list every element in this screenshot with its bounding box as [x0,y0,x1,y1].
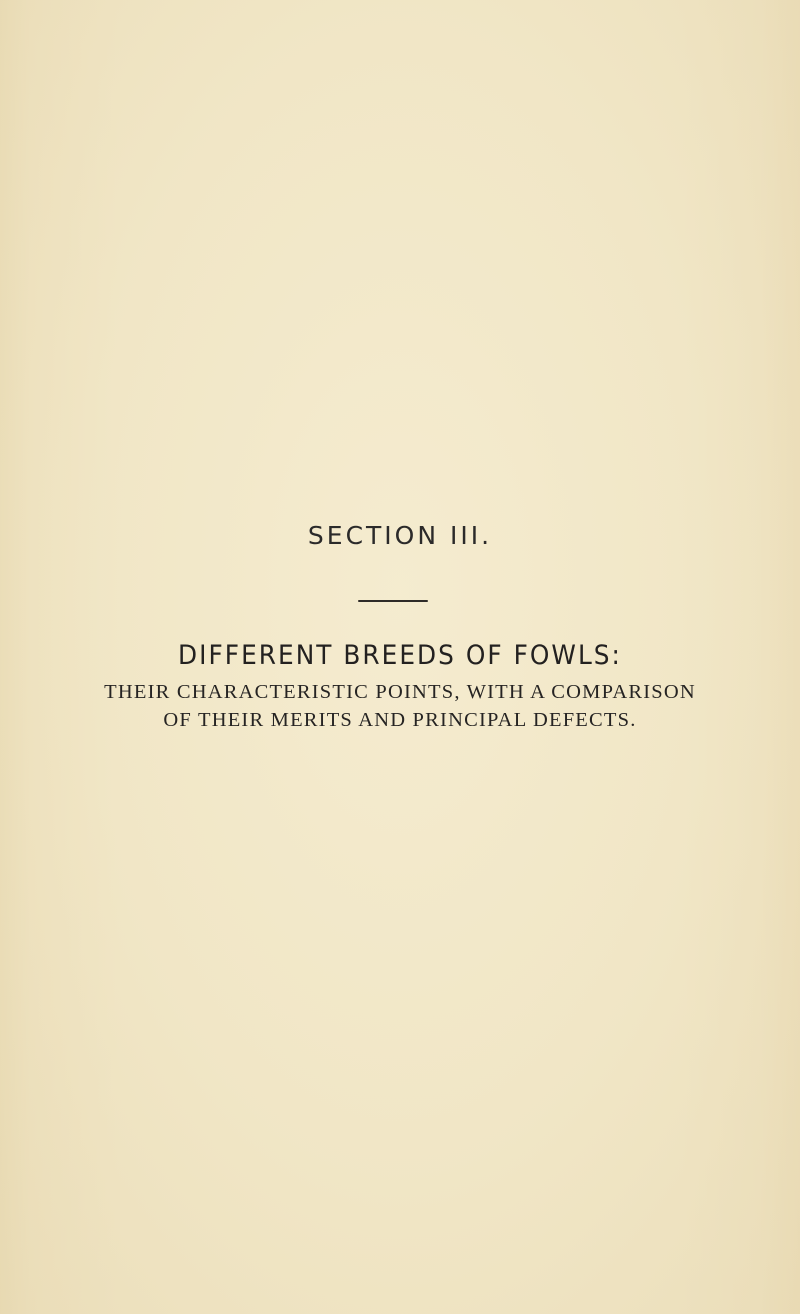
subtitle-line-1: THEIR CHARACTERISTIC POINTS, WITH A COMPARISON [104,681,696,703]
subtitle-line-2: OF THEIR MERITS AND PRINCIPAL DEFECTS. [163,709,637,731]
section-heading: SECTION III. [307,521,493,550]
divider-rule [358,600,428,602]
page-title: DIFFERENT BREEDS OF FOWLS: [178,640,622,671]
